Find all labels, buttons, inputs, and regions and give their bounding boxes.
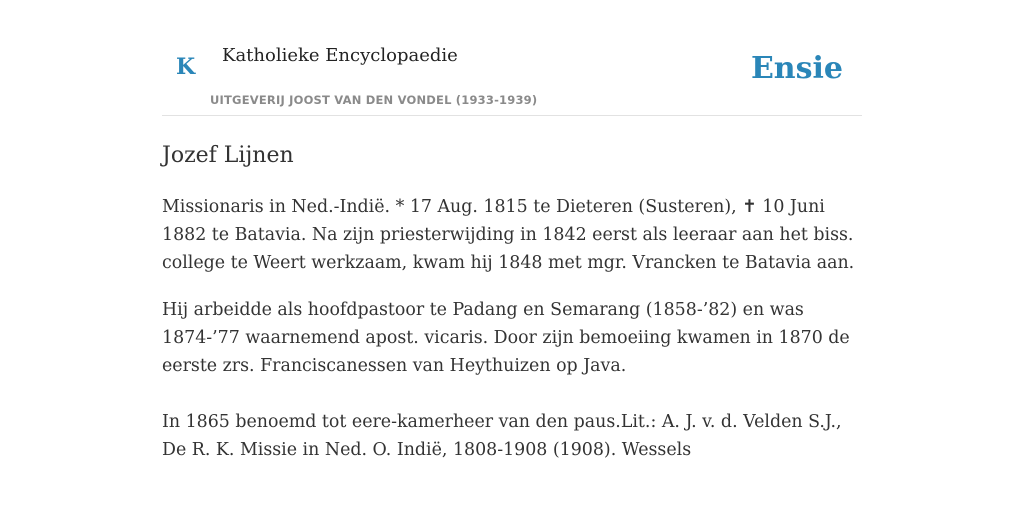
article-title: Jozef Lijnen <box>162 143 294 168</box>
site-title[interactable]: Katholieke Encyclopaedie <box>222 45 458 66</box>
page <box>162 0 862 464</box>
site-header <box>162 0 862 116</box>
logo-icon[interactable]: K <box>176 54 196 80</box>
article-paragraph: In 1865 benoemd tot eere-kamerheer van den paus.Lit.: A. J. v. d. Velden S.J., De R. K. Missie in Ned. O. Indië, 1808-1908 (1908). Wessels <box>162 412 842 460</box>
article-paragraph: Missionaris in Ned.-Indië. * 17 Aug. 1815 te Dieteren (Susteren), ✝ 10 Juni 1882 te Batavia. Na zijn priesterwijding in 1842 eerst als leeraar aan het biss. college te Weert werkzaam, kwam hij 1848 met mgr. Vrancken te Batavia aan. <box>162 197 855 273</box>
brand-logo-link[interactable]: Ensie <box>750 51 843 86</box>
article-paragraph: Hij arbeidde als hoofdpastoor te Padang en Semarang (1858-’82) en was 1874-’77 waarnemend apost. vicaris. Door zijn bemoeiing kwamen in 1870 de eerste zrs. Franciscanessen van Heythuizen op Java. <box>162 300 850 376</box>
publisher-label: UITGEVERIJ JOOST VAN DEN VONDEL (1933-1939) <box>210 93 538 107</box>
